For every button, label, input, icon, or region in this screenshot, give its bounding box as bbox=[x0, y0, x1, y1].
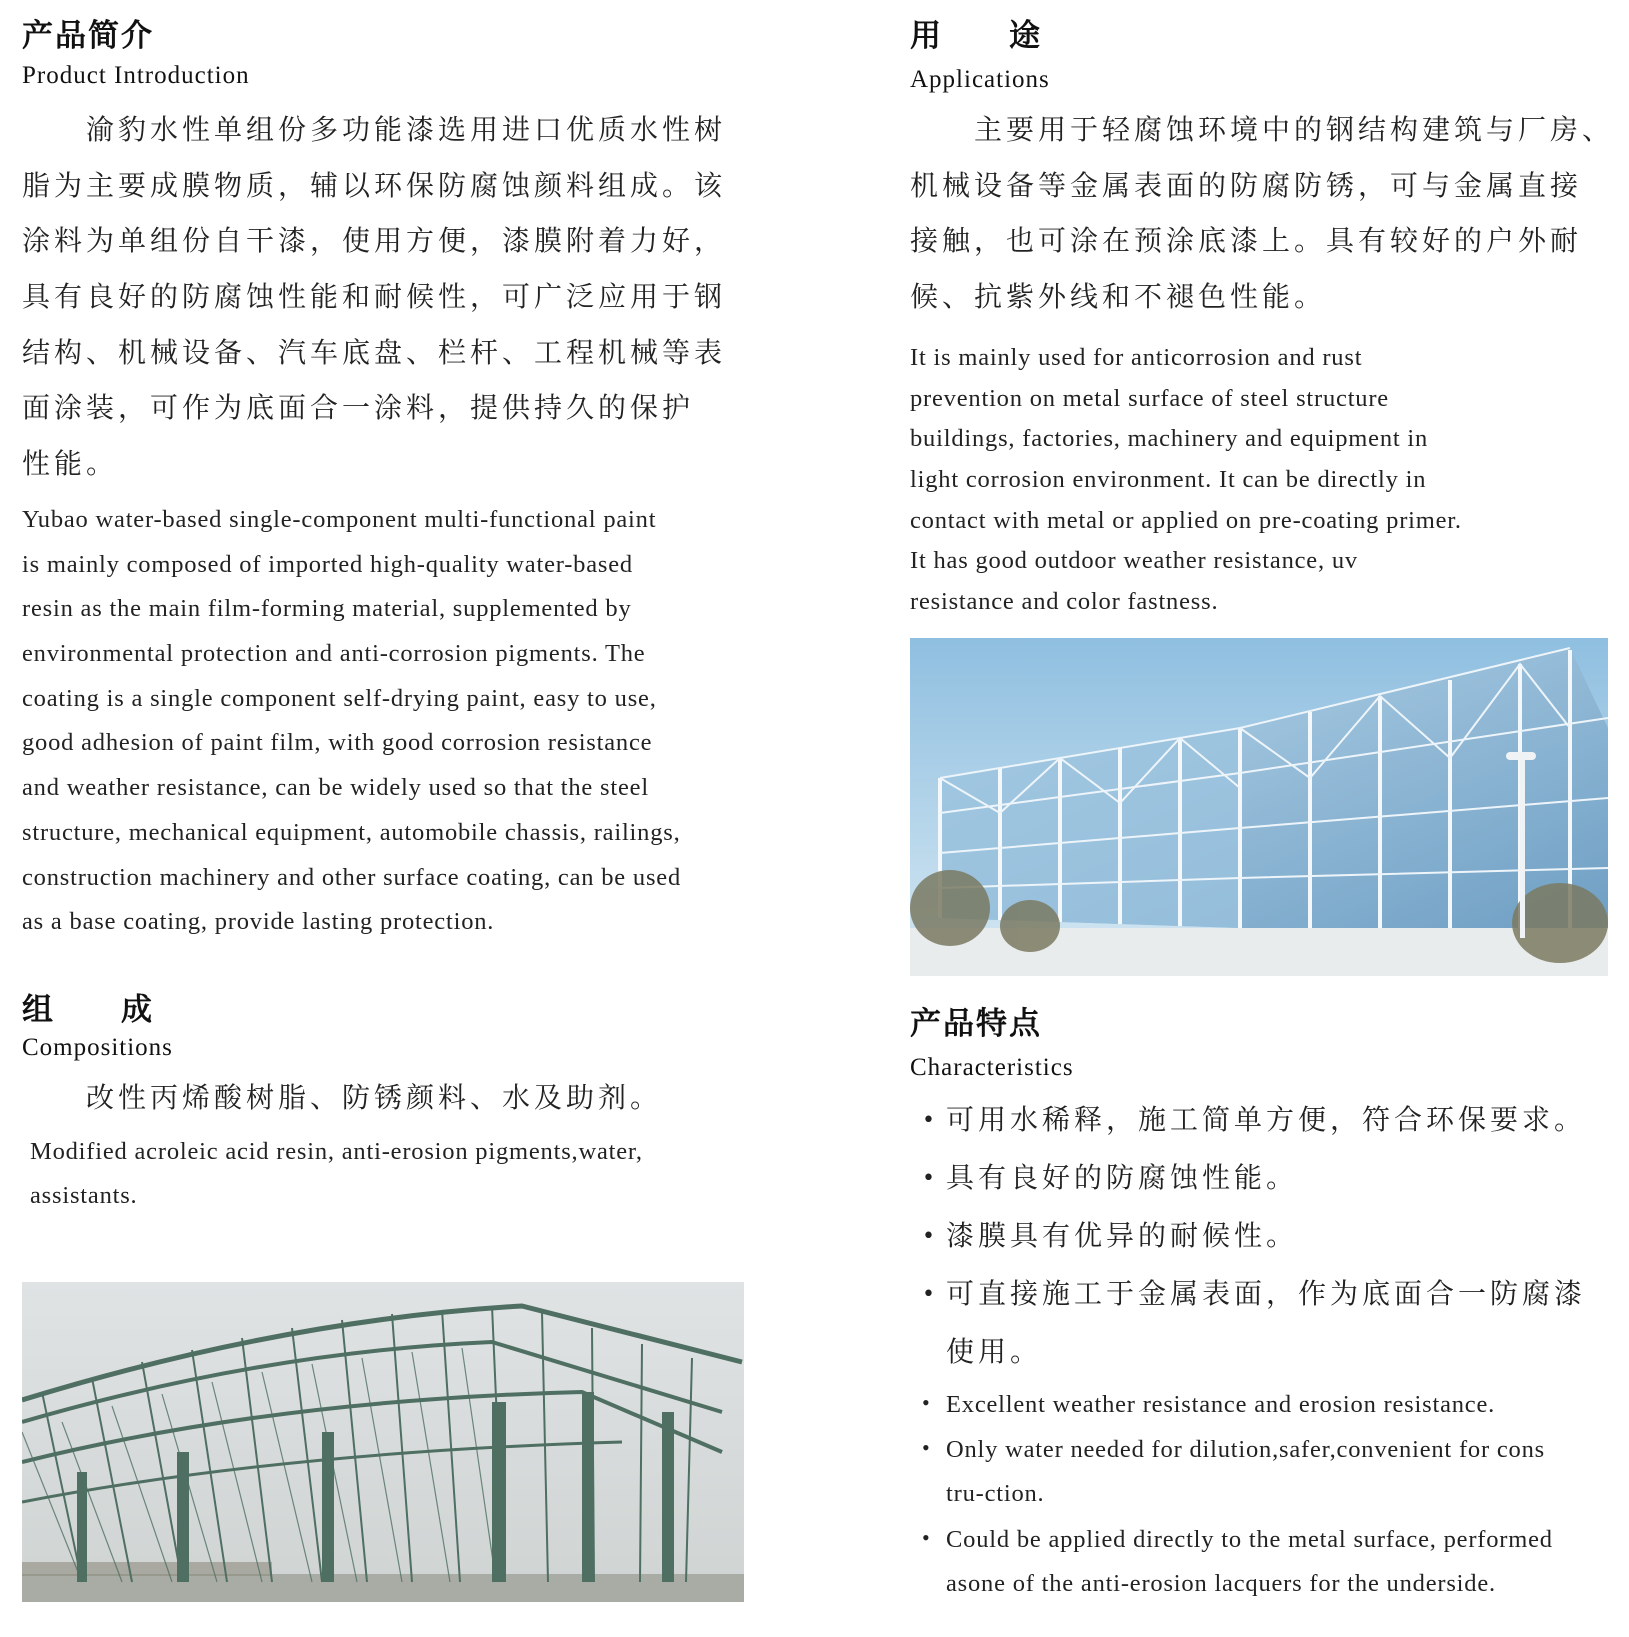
bullet-icon: • bbox=[922, 1525, 930, 1550]
bullet-icon: • bbox=[922, 1282, 935, 1307]
applications-cn-line: 接触，也可涂在预涂底漆上。具有较好的户外耐 bbox=[910, 224, 1583, 257]
intro-en-line: resin as the main film-forming material, supplemented by bbox=[22, 595, 632, 623]
characteristic-cn-item bbox=[922, 1156, 1298, 1196]
intro-cn-line: 结构、机械设备、汽车底盘、栏杆、工程机械等表 bbox=[22, 335, 727, 369]
characteristic-cn-item bbox=[922, 1330, 1042, 1370]
characteristic-en-item bbox=[922, 1390, 1495, 1419]
intro-en-line: good adhesion of paint film, with good corrosion resistance bbox=[22, 729, 653, 757]
applications-en-paragraph bbox=[910, 338, 1462, 623]
intro-title-en: Product Introduction bbox=[22, 62, 250, 89]
intro-cn-line: 脂为主要成膜物质，辅以环保防腐蚀颜料组成。该 bbox=[22, 168, 727, 202]
intro-en-line: environmental protection and anti-corrosion pigments. The bbox=[22, 640, 646, 668]
applications-en-line: prevention on metal surface of steel structure bbox=[910, 384, 1389, 412]
intro-en-line: Yubao water-based single-component multi-functional paint bbox=[22, 506, 657, 533]
characteristic-en-item bbox=[922, 1480, 1045, 1508]
compositions-cn-line: 改性丙烯酸树脂、防锈颜料、水及助剂。 bbox=[22, 1081, 663, 1114]
intro-cn-paragraph bbox=[22, 102, 726, 492]
characteristic-en-text: asone of the anti-erosion lacquers for the underside. bbox=[946, 1570, 1496, 1597]
applications-cn-line: 主要用于轻腐蚀环境中的钢结构建筑与厂房、 bbox=[910, 113, 1615, 146]
characteristic-cn-text: 使用。 bbox=[946, 1335, 1043, 1368]
applications-en-line: buildings, factories, machinery and equipment in bbox=[910, 425, 1429, 453]
applications-cn-line: 机械设备等金属表面的防腐防锈，可与金属直接 bbox=[910, 168, 1583, 202]
steel-frame-illustration bbox=[22, 1282, 744, 1602]
characteristic-en-text: Could be applied directly to the metal surface, performed bbox=[946, 1526, 1553, 1553]
characteristic-en-text: Only water needed for dilution,safer,convenient for cons bbox=[946, 1436, 1545, 1463]
intro-cn-line: 涂料为单组份自干漆，使用方便，漆膜附着力好， bbox=[22, 224, 727, 258]
applications-cn-line: 候、抗紫外线和不褪色性能。 bbox=[910, 279, 1327, 313]
glass-building-illustration bbox=[910, 638, 1608, 976]
characteristics-title-cn: 产品特点 bbox=[910, 1006, 1042, 1042]
characteristics-list bbox=[922, 1098, 1612, 1618]
intro-cn-line: 具有良好的防腐蚀性能和耐候性，可广泛应用于钢 bbox=[22, 280, 727, 314]
applications-title-en: Applications bbox=[910, 66, 1050, 93]
applications-en-line: It is mainly used for anticorrosion and rust bbox=[910, 344, 1363, 371]
characteristic-cn-text: 漆膜具有优异的耐候性。 bbox=[946, 1219, 1299, 1252]
applications-en-line: It has good outdoor weather resistance, uv bbox=[910, 547, 1358, 575]
characteristic-cn-item bbox=[922, 1272, 1586, 1312]
intro-title-cn: 产品简介 bbox=[22, 18, 154, 54]
characteristic-cn-item bbox=[922, 1098, 1586, 1138]
characteristics-title-en: Characteristics bbox=[910, 1054, 1074, 1081]
bullet-icon: • bbox=[922, 1435, 930, 1460]
characteristic-en-item bbox=[922, 1435, 1545, 1464]
intro-cn-line: 面涂装，可作为底面合一涂料，提供持久的保护 bbox=[22, 391, 695, 425]
compositions-title-cn: 组 成 bbox=[22, 992, 154, 1028]
intro-en-line: construction machinery and other surface coating, can be used bbox=[22, 863, 682, 891]
characteristic-cn-text: 可用水稀释，施工简单方便，符合环保要求。 bbox=[946, 1103, 1587, 1136]
compositions-cn-paragraph bbox=[22, 1070, 662, 1126]
bullet-icon: • bbox=[922, 1108, 935, 1133]
glass-building-photo bbox=[910, 638, 1608, 976]
bullet-icon: • bbox=[922, 1166, 935, 1191]
characteristic-cn-text: 具有良好的防腐蚀性能。 bbox=[946, 1161, 1299, 1194]
intro-cn-line: 性能。 bbox=[22, 447, 119, 481]
characteristic-en-text: tru-ction. bbox=[946, 1480, 1045, 1507]
intro-cn-line: 渝豹水性单组份多功能漆选用进口优质水性树 bbox=[22, 113, 727, 146]
characteristic-cn-item bbox=[922, 1214, 1298, 1254]
compositions-title-en: Compositions bbox=[22, 1034, 173, 1061]
applications-title-cn: 用 途 bbox=[910, 18, 1042, 54]
characteristic-en-item bbox=[922, 1570, 1496, 1598]
applications-en-line: light corrosion environment. It can be directly in bbox=[910, 466, 1427, 494]
intro-en-line: structure, mechanical equipment, automobile chassis, railings, bbox=[22, 818, 681, 846]
intro-en-line: as a base coating, provide lasting protection. bbox=[22, 908, 495, 936]
steel-frame-photo bbox=[22, 1282, 744, 1602]
applications-cn-paragraph bbox=[910, 102, 1614, 324]
bullet-icon: • bbox=[922, 1224, 935, 1249]
applications-en-line: contact with metal or applied on pre-coating primer. bbox=[910, 506, 1462, 534]
compositions-en-paragraph bbox=[30, 1130, 643, 1218]
intro-en-line: and weather resistance, can be widely used so that the steel bbox=[22, 774, 649, 802]
characteristic-cn-text: 可直接施工于金属表面，作为底面合一防腐漆 bbox=[946, 1277, 1587, 1310]
compositions-en-line: assistants. bbox=[30, 1182, 138, 1209]
bullet-icon: • bbox=[922, 1390, 930, 1415]
characteristic-en-text: Excellent weather resistance and erosion resistance. bbox=[946, 1391, 1496, 1418]
intro-en-paragraph bbox=[22, 498, 681, 945]
compositions-en-line: Modified acroleic acid resin, anti-erosion pigments,water, bbox=[30, 1138, 643, 1165]
characteristic-en-item bbox=[922, 1525, 1553, 1554]
applications-en-line: resistance and color fastness. bbox=[910, 588, 1219, 616]
intro-en-line: is mainly composed of imported high-quality water-based bbox=[22, 550, 633, 578]
intro-en-line: coating is a single component self-drying paint, easy to use, bbox=[22, 684, 657, 712]
